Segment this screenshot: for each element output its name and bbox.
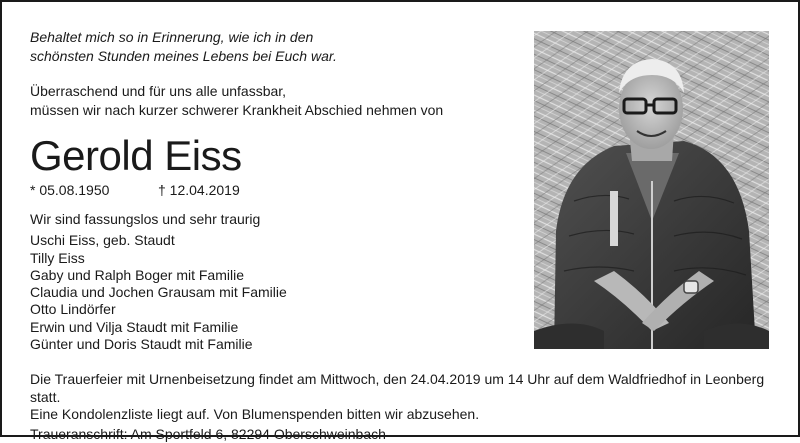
mourner-name: Otto Lindörfer bbox=[30, 301, 287, 318]
mourner-name: Gaby und Ralph Boger mit Familie bbox=[30, 267, 287, 284]
memorial-motto bbox=[30, 28, 337, 66]
mourner-name: Günter und Doris Staudt mit Familie bbox=[30, 336, 287, 353]
birth-date: * 05.08.1950 bbox=[30, 182, 109, 198]
motto-line: Behaltet mich so in Erinnerung, wie ich in den bbox=[30, 28, 337, 47]
death-date: † 12.04.2019 bbox=[158, 181, 240, 199]
condolence-line: Eine Kondolenzliste liegt auf. Von Blumenspenden bitten wir abzusehen. bbox=[30, 406, 798, 424]
deceased-name: Gerold Eiss bbox=[30, 132, 242, 180]
mourner-name: Uschi Eiss, geb. Staudt bbox=[30, 232, 287, 249]
intro-line: Überraschend und für uns alle unfassbar, bbox=[30, 82, 443, 101]
intro-line: müssen wir nach kurzer schwerer Krankheit Abschied nehmen von bbox=[30, 101, 443, 120]
mourners-list bbox=[30, 211, 287, 353]
ceremony-info bbox=[30, 371, 798, 443]
portrait-photo bbox=[534, 31, 769, 349]
ceremony-line: Die Trauerfeier mit Urnenbeisetzung findet am Mittwoch, den 24.04.2019 um 14 Uhr auf dem Waldfriedhof in Leonberg statt. bbox=[30, 371, 798, 406]
mourner-name: Claudia und Jochen Grausam mit Familie bbox=[30, 284, 287, 301]
mourner-name: Tilly Eiss bbox=[30, 250, 287, 267]
mourning-address: Traueranschrift: Am Sportfeld 6, 82294 Oberschweinbach bbox=[30, 426, 798, 443]
intro-text bbox=[30, 82, 443, 120]
mourner-name: Erwin und Vilja Staudt mit Familie bbox=[30, 319, 287, 336]
motto-line: schönsten Stunden meines Lebens bei Euch war. bbox=[30, 47, 337, 66]
life-dates bbox=[30, 181, 109, 199]
mourners-lead: Wir sind fassungslos und sehr traurig bbox=[30, 211, 287, 228]
